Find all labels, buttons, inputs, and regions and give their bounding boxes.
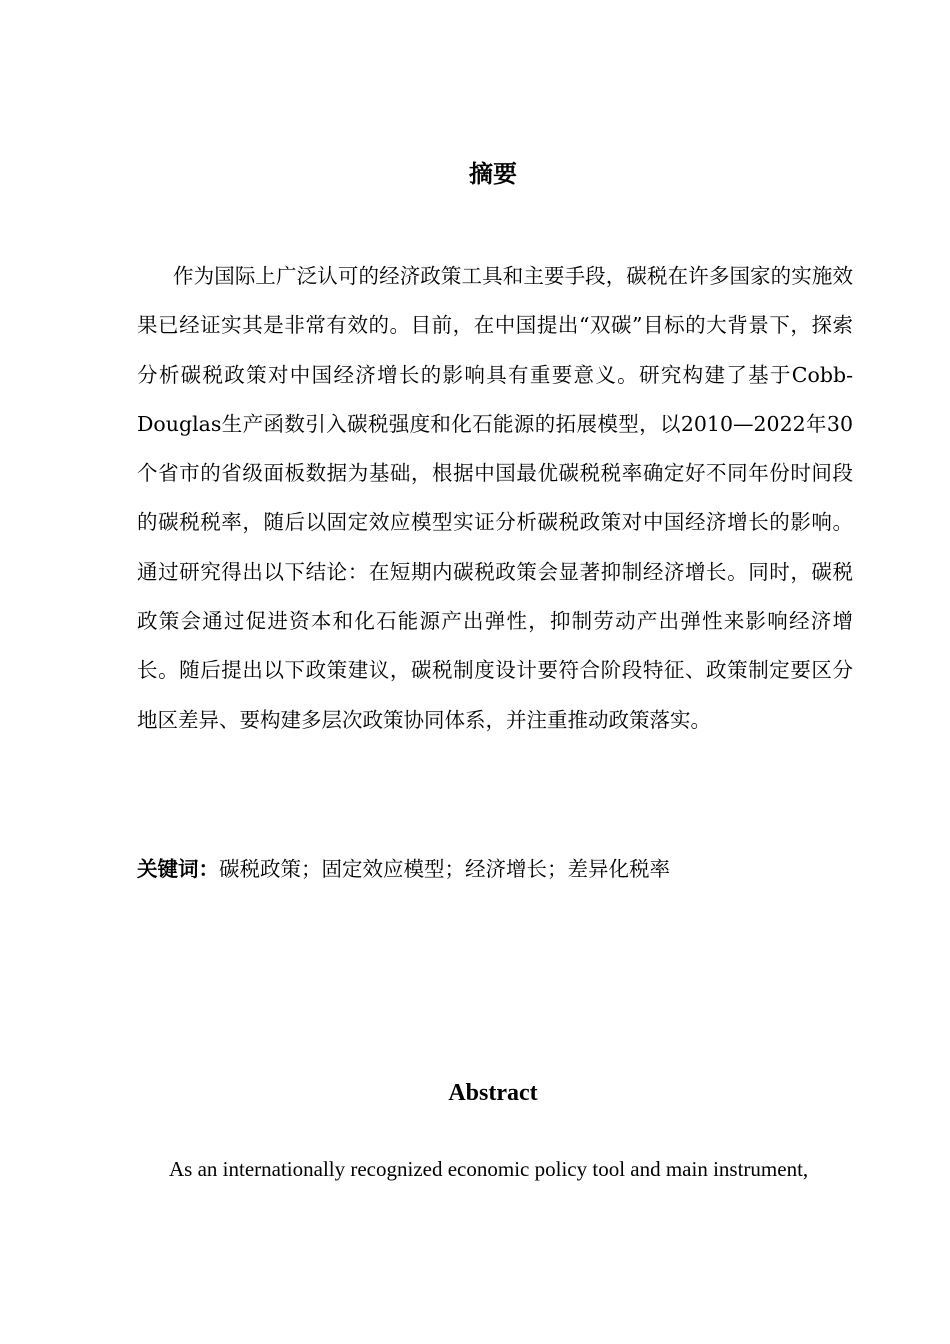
abstract-en-paragraph: As an internationally recognized economic policy tool and main instrument, bbox=[169, 1157, 809, 1181]
keywords-text: 碳税政策；固定效应模型；经济增长；差异化税率 bbox=[219, 857, 670, 881]
keywords-label: 关键词： bbox=[137, 857, 219, 881]
abstract-cn-title: 摘要 bbox=[469, 160, 517, 188]
abstract-en-title: Abstract bbox=[448, 1080, 538, 1106]
abstract-cn-paragraph: 作为国际上广泛认可的经济政策工具和主要手段，碳税在许多国家的实施效果已经证实其是非常有效的。目前，在中国提出“双碳”目标的大背景下，探索分析碳税政策对中国经济增长的影响具有重要意义。研究构建了基于Cobb-Douglas生产函数引入碳税强度和化石能源的拓展模型，以2010—2022年30个省市的省级面板数据为基础，根据中国最优碳税税率确定好不同年份时间段的碳税税率，随后以固定效应模型实证分析碳税政策对中国经济增长的影响。通过研究得出以下结论：在短期内碳税政策会显著抑制经济增长。同时，碳税政策会通过促进资本和化石能源产出弹性，抑制劳动产出弹性来影响经济增长。随后提出以下政策建议，碳税制度设计要符合阶段特征、政策制定要区分地区差异、要构建多层次政策协同体系，并注重推动政策落实。 bbox=[137, 264, 853, 732]
keywords-line bbox=[137, 852, 853, 887]
